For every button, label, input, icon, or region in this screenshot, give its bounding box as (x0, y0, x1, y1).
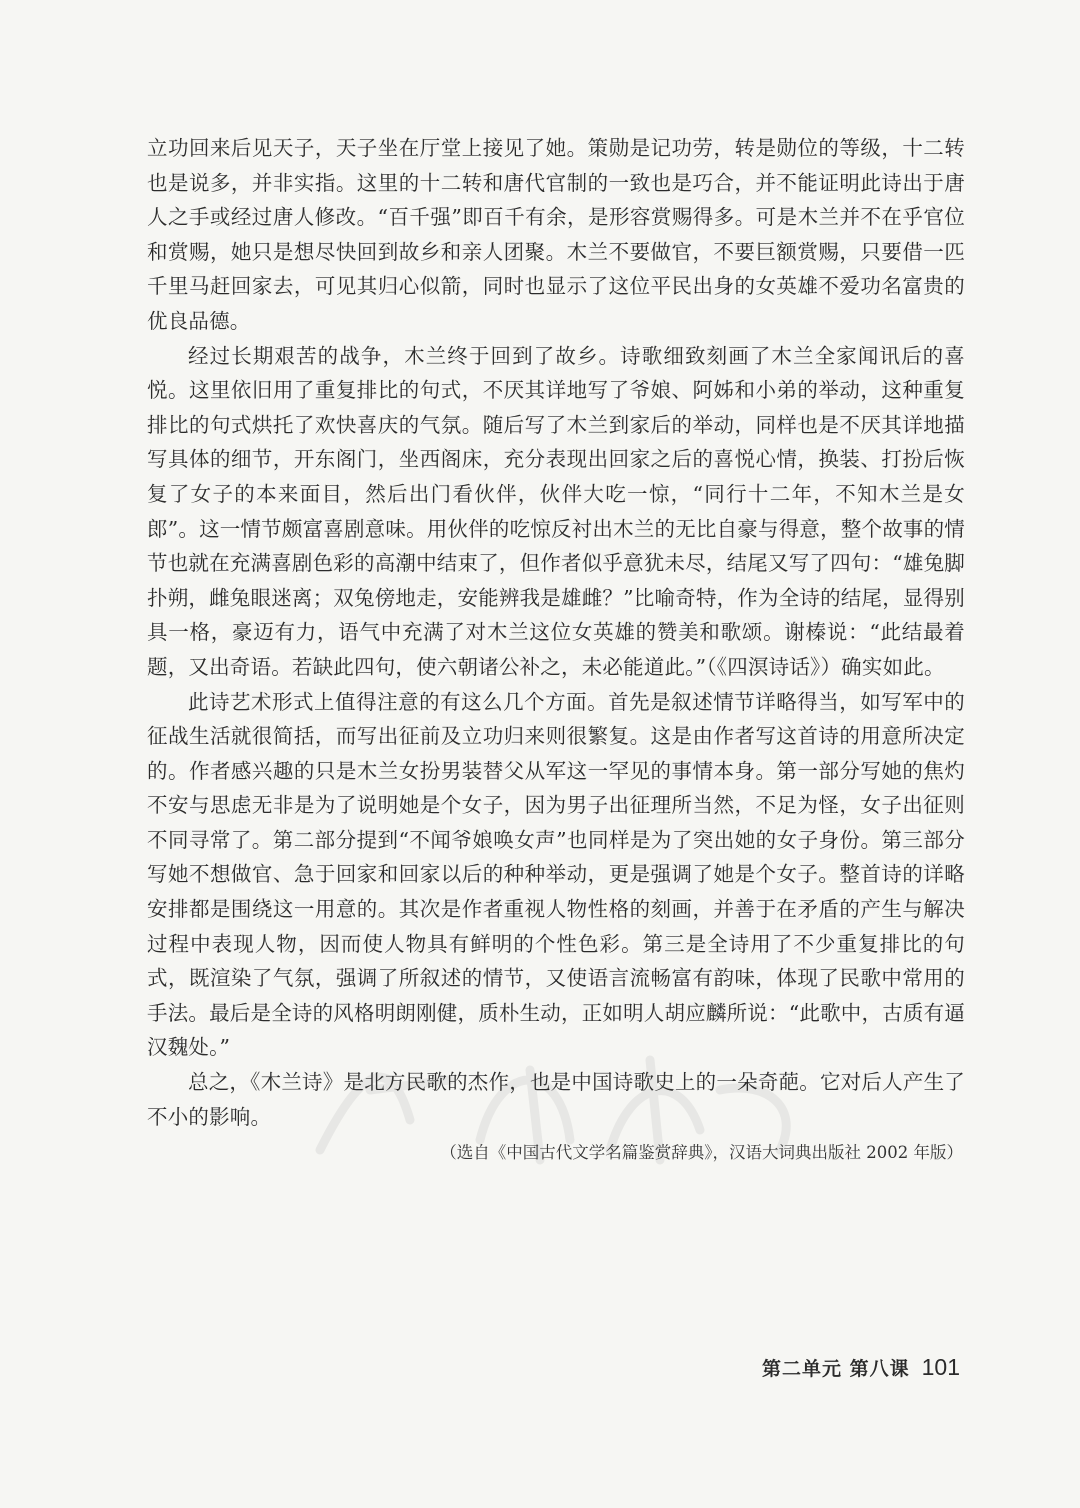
paragraph-2: 经过长期艰苦的战争，木兰终于回到了故乡。诗歌细致刻画了木兰全家闻讯后的喜悦。这里依旧用了重复排比的句式，不厌其详地写了爷娘、阿姊和小弟的举动，这种重复排比的句式烘托了欢快喜庆的气氛。随后写了木兰到家后的举动，同样也是不厌其详地描写具体的细节，开东阁门，坐西阁床，充分表现出回家之后的喜悦心情，换装、打扮后恢复了女子的本来面目，然后出门看伙伴，伙伴大吃一惊，“同行十二年，不知木兰是女郎”。这一情节颇富喜剧意味。用伙伴的吃惊反衬出木兰的无比自豪与得意，整个故事的情节也就在充满喜剧色彩的高潮中结束了，但作者似乎意犹未尽，结尾又写了四句：“雄兔脚扑朔，雌兔眼迷离；双兔傍地走，安能辨我是雄雌？”比喻奇特，作为全诗的结尾，显得别具一格，豪迈有力，语气中充满了对木兰这位女英雄的赞美和歌颂。谢榛说：“此结最着题，又出奇语。若缺此四句，使六朝诸公补之，未必能道此。”（《四溟诗话》）确实如此。 (147, 343, 965, 679)
page-number: 101 (921, 1354, 960, 1380)
paragraph-3: 此诗艺术形式上值得注意的有这么几个方面。首先是叙述情节详略得当，如写军中的征战生活就很简括，而写出征前及立功归来则很繁复。这是由作者写这首诗的用意所决定的。作者感兴趣的只是木兰女扮男装替父从军这一罕见的事情本身。第一部分写她的焦灼不安与思虑无非是为了说明她是个女子，因为男子出征理所当然，不足为怪，女子出征则不同寻常了。第二部分提到“不闻爷娘唤女声”也同样是为了突出她的女子身份。第三部分写她不想做官、急于回家和回家以后的种种举动，更是强调了她是个女子。整首诗的详略安排都是围绕这一用意的。其次是作者重视人物性格的刻画，并善于在矛盾的产生与解决过程中表现人物，因而使人物具有鲜明的个性色彩。第三是全诗用了不少重复排比的句式，既渲染了气氛，强调了所叙述的情节，又使语言流畅富有韵味，体现了民歌中常用的手法。最后是全诗的风格明朗刚健，质朴生动，正如明人胡应麟所说：“此歌中，古质有逼汉魏处。” (147, 689, 965, 1060)
paragraph-4: 总之，《木兰诗》是北方民歌的杰作，也是中国诗歌史上的一朵奇葩。它对后人产生了不小的影响。 (147, 1070, 965, 1129)
article-body (147, 131, 965, 1168)
paragraph-1: 立功回来后见天子，天子坐在厅堂上接见了她。策勋是记功劳，转是勋位的等级，十二转也是说多，并非实指。这里的十二转和唐代官制的一致也是巧合，并不能证明此诗出于唐人之手或经过唐人修改。“百千强”即百千有余，是形容赏赐得多。可是木兰并不在乎官位和赏赐，她只是想尽快回到故乡和亲人团聚。木兰不要做官，不要巨额赏赐，只要借一匹千里马赶回家去，可见其归心似箭，同时也显示了这位平民出身的女英雄不爱功名富贵的优良品德。 (147, 136, 965, 333)
page-footer (762, 1354, 960, 1381)
unit-lesson-label: 第二单元 第八课 (762, 1358, 910, 1380)
source-citation: （选自《中国古代文学名篇鉴赏辞典》，汉语大词典出版社 2002 年版） (440, 1143, 963, 1163)
